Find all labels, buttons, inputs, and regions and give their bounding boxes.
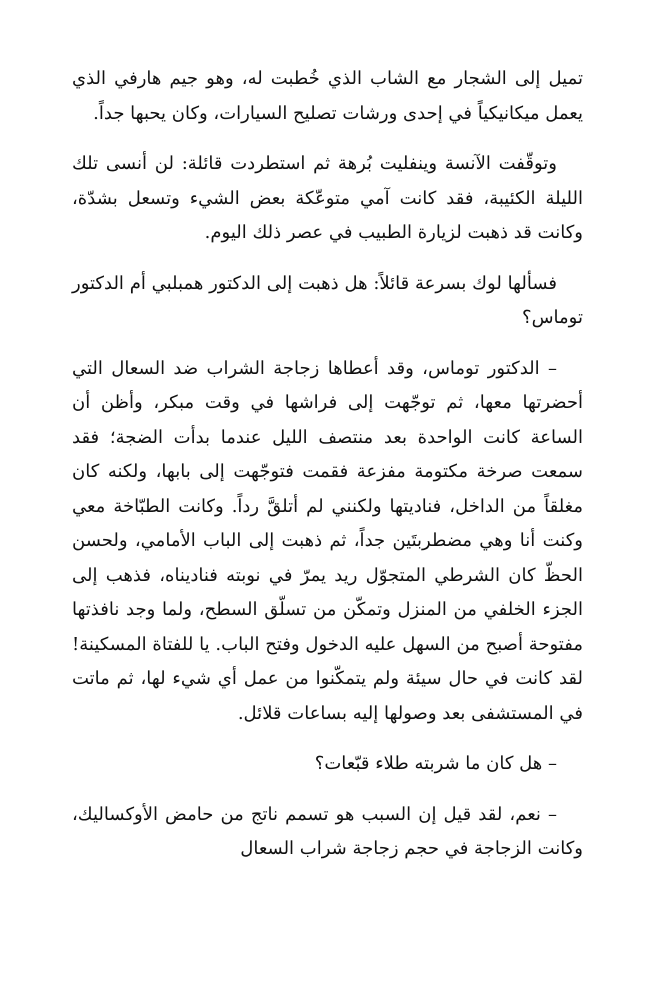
paragraph-6: – نعم، لقد قيل إن السبب هو تسمم ناتج من حامض الأوكساليك، وكانت الزجاجة في حجم زجاجة شراب السعال: [72, 803, 583, 859]
paragraph-5: – هل كان ما شربته طلاء قبّعات؟: [314, 753, 557, 774]
paragraph-3: فسألها لوك بسرعة قائلاً: هل ذهبت إلى الدكتور همبلبي أم الدكتور توماس؟: [72, 272, 583, 328]
paragraph-2: وتوقّفت الآنسة وينفليت بُرهة ثم استطردت قائلة: لن أنسى تلك الليلة الكئيبة، فقد كانت آمي متوعّكة بعض الشيء وتسعل بشدّة، وكانت قد ذهبت لزيارة الطبيب في عصر ذلك اليوم.: [72, 153, 583, 243]
paragraph-1: تميل إلى الشجار مع الشاب الذي خُطبت له، وهو جيم هارفي الذي يعمل ميكانيكياً في إحدى ورشات تصليح السيارات، وكان يحبها جداً.: [72, 68, 583, 124]
paragraph-4: – الدكتور توماس، وقد أعطاها زجاجة الشراب ضد السعال التي أحضرتها معها، ثم توجّهت إلى فراشها في وقت مبكر، وأظن أن الساعة كانت الواحدة بعد منتصف الليل عندما بدأت الضجة؛ فقد سمعت صرخة مكتومة مفزعة فقمت فتوجّهت إلى بابها، ولكنه كان مغلقاً من الداخل، فناديتها ولكنني لم أتلقَّ رداً. وكانت الطبّاخة معي وكنت أنا وهي مضطربتَين جداً، ثم ذهبت إلى الباب الأمامي، ولحسن الحظّ كان الشرطي المتجوّل ريد يمرّ في نوبته فناديناه، فذهب إلى الجزء الخلفي من المنزل وتمكّن من تسلّق السطح، ولما وجد نافذتها مفتوحة أصبح من السهل عليه الدخول وفتح الباب. يا للفتاة المسكينة! لقد كانت في حال سيئة ولم يتمكّنوا من عمل أي شيء لها، ثم ماتت في المستشفى بعد وصولها إليه بساعات قلائل.: [72, 357, 583, 724]
